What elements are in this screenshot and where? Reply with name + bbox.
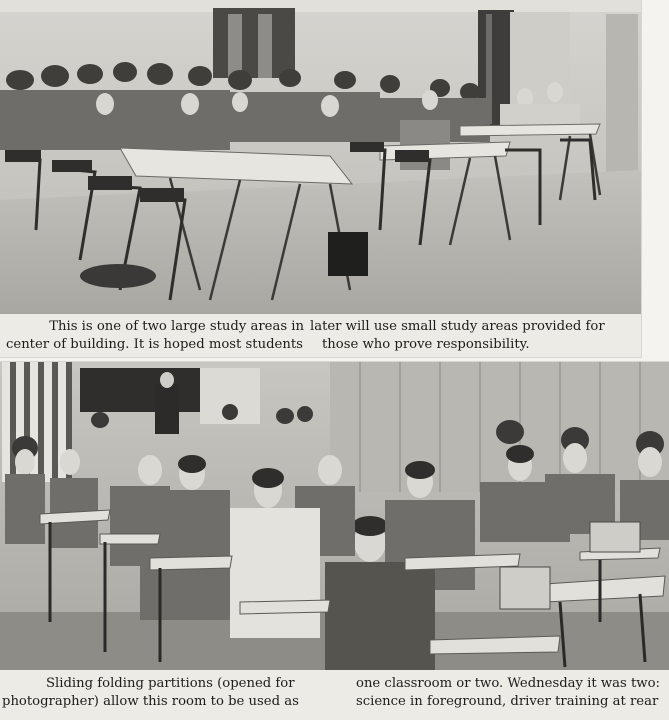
caption-line: later will use small study areas provided for bbox=[310, 319, 605, 334]
caption-right-column bbox=[346, 675, 669, 719]
photo-classroom bbox=[0, 362, 669, 670]
caption-line: photographer) allow this room to be used as bbox=[2, 694, 299, 709]
caption-line: one classroom or two. Wednesday it was two: bbox=[356, 676, 660, 691]
caption-line: This is one of two large study areas in bbox=[49, 319, 304, 334]
clipping-classroom bbox=[0, 362, 669, 720]
photo-study-area bbox=[0, 0, 641, 314]
caption-classroom bbox=[0, 673, 669, 719]
caption-left-column bbox=[0, 675, 346, 719]
study-area-photograph bbox=[0, 0, 641, 314]
caption-study-area bbox=[0, 318, 641, 356]
caption-line: science in foreground, driver training at rear bbox=[356, 694, 659, 709]
caption-line: center of building. It is hoped most students bbox=[6, 337, 303, 352]
caption-left-column bbox=[0, 318, 308, 356]
clipping-study-area bbox=[0, 0, 641, 357]
classroom-photograph bbox=[0, 362, 669, 670]
caption-line: those who prove responsibility. bbox=[322, 337, 530, 352]
caption-line: Sliding folding partitions (opened for bbox=[46, 676, 295, 691]
caption-right-column bbox=[308, 318, 641, 356]
